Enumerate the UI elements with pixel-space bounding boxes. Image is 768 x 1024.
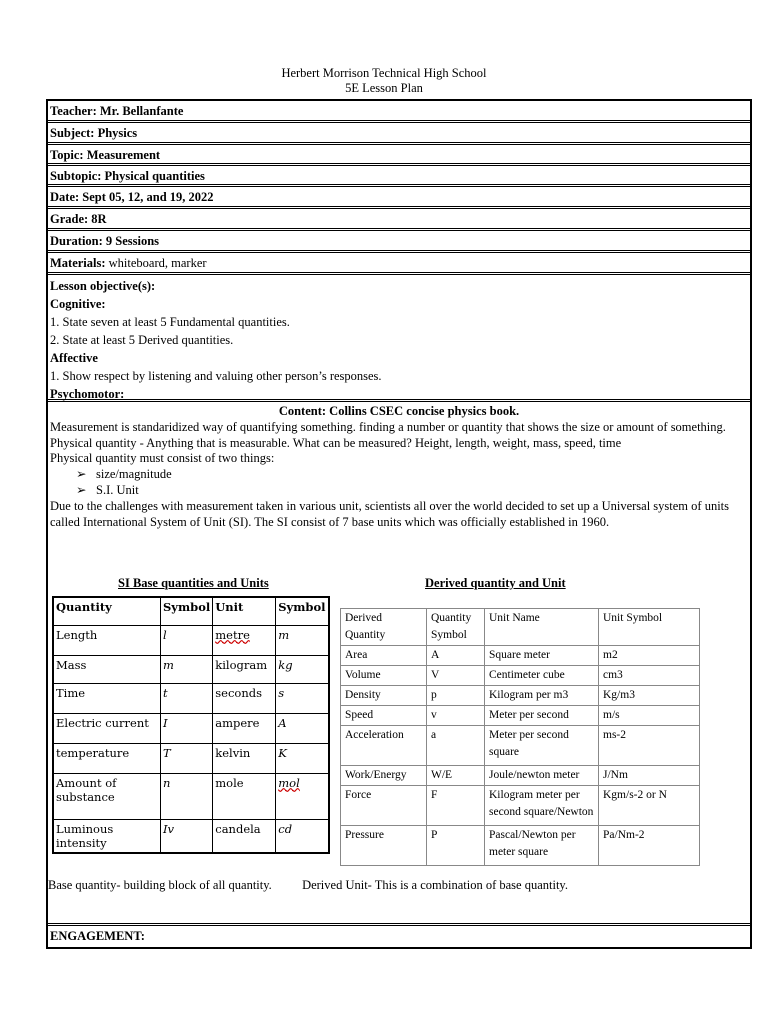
si-table-title: SI Base quantities and Units (118, 576, 269, 590)
content-paragraph-1: Measurement is standaridized way of quantifying something. finding a number or quantity that shows the size or amount of something. (50, 419, 726, 434)
arrow-bullet-icon: ➢ (76, 482, 87, 497)
derived-unit-definition: Derived Unit- This is a combination of base quantity. (302, 878, 568, 892)
column-header: Symbol (276, 597, 329, 625)
objectives-title: Lesson objective(s): (50, 279, 156, 293)
column-header: Unit (213, 597, 276, 625)
table-row: Luminous intensity Iv candela cd (53, 819, 329, 853)
base-quantity-definition: Base quantity- building block of all quantity. (48, 878, 272, 892)
column-header: Symbol (161, 597, 213, 625)
date-row (48, 187, 750, 209)
table-row: Area A Square meter m2 (341, 646, 700, 666)
date-field: Date: Sept 05, 12, and 19, 2022 (50, 190, 214, 204)
materials-label: Materials: (50, 256, 106, 270)
document-header (0, 66, 768, 96)
table-header-row (341, 609, 700, 646)
duration-field: Duration: 9 Sessions (50, 234, 160, 248)
subject-field: Subject: Physics (50, 126, 138, 140)
table-header-row (53, 597, 329, 625)
arrow-bullet-icon: ➢ (76, 467, 87, 482)
affective-item-1: 1. Show respect by listening and valuing other person’s responses. (50, 369, 382, 383)
table-row: Length l metre m (53, 625, 329, 655)
topic-field: Topic: Measurement (50, 148, 161, 162)
subtopic-field: Subtopic: Physical quantities (50, 169, 205, 183)
column-header: Quantity (53, 597, 161, 625)
table-row: Amount of substance n mole mol (53, 773, 329, 819)
materials-row (48, 253, 750, 275)
si-base-units-table (52, 596, 330, 854)
plan-title: 5E Lesson Plan (345, 81, 423, 95)
content-paragraph-4: Due to the challenges with measurement taken in various unit, scientists all over the world decided to set up a Universal system of units called International System of Unit (SI). The SI consist of 7 base units which was officially established in 1960. (50, 498, 730, 529)
engagement-heading: ENGAGEMENT: (50, 929, 145, 943)
topic-row (48, 145, 750, 166)
definitions-line (48, 878, 568, 893)
cognitive-item-2: 2. State at least 5 Derived quantities. (50, 333, 234, 347)
column-header: Derived Quantity (341, 609, 427, 646)
teacher-row (48, 101, 750, 123)
content-paragraph-2: Physical quantity - Anything that is measurable. What can be measured? Height, length, weight, mass, speed, time (50, 435, 622, 450)
table-row: temperature T kelvin K (53, 743, 329, 773)
table-row: Time t seconds s (53, 683, 329, 713)
cognitive-heading: Cognitive: (50, 297, 106, 311)
table-row: Pressure P Pascal/Newton per meter square Pa/Nm-2 (341, 826, 700, 866)
grade-field: Grade: 8R (50, 212, 107, 226)
bullet-item: ➢ size/magnitude (76, 467, 172, 482)
table-row: Mass m kilogram kg (53, 655, 329, 683)
duration-row (48, 231, 750, 253)
subtopic-row (48, 166, 750, 187)
table-row: Volume V Centimeter cube cm3 (341, 666, 700, 686)
table-row: Electric current I ampere A (53, 713, 329, 743)
table-row: Speed v Meter per second m/s (341, 706, 700, 726)
grade-row (48, 209, 750, 231)
affective-heading: Affective (50, 351, 98, 365)
content-paragraph-3: Physical quantity must consist of two things: (50, 451, 275, 466)
derived-table-title: Derived quantity and Unit (425, 576, 566, 590)
column-header: Unit Name (485, 609, 599, 646)
teacher-field: Teacher: Mr. Bellanfante (50, 104, 184, 118)
column-header: Unit Symbol (599, 609, 700, 646)
subject-row (48, 123, 750, 145)
table-row: Acceleration a Meter per second square ms-2 (341, 726, 700, 766)
materials-value: whiteboard, marker (105, 256, 207, 270)
table-row: Work/Energy W/E Joule/newton meter J/Nm (341, 766, 700, 786)
table-row: Density p Kilogram per m3 Kg/m3 (341, 686, 700, 706)
objectives-section (48, 275, 750, 402)
engagement-row (48, 926, 750, 947)
derived-units-table (340, 608, 700, 866)
column-header: Quantity Symbol (427, 609, 485, 646)
school-name: Herbert Morrison Technical High School (281, 66, 487, 80)
content-title: Content: Collins CSEC concise physics book. (278, 404, 520, 418)
cognitive-item-1: 1. State seven at least 5 Fundamental quantities. (50, 315, 290, 329)
psychomotor-heading: Psychomotor: (50, 387, 125, 401)
bullet-item: ➢ S.I. Unit (76, 482, 139, 497)
table-row: Force F Kilogram meter per second square/Newton Kgm/s-2 or N (341, 786, 700, 826)
